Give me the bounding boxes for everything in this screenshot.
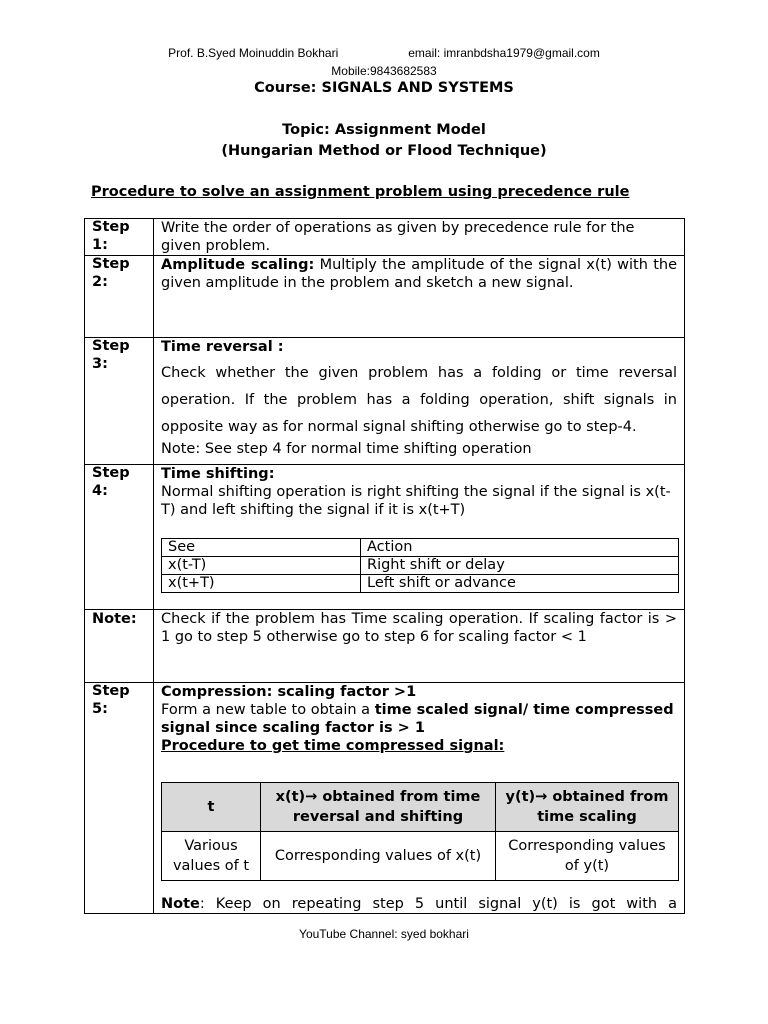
step-row <box>85 219 685 256</box>
step-heading: Amplitude scaling: <box>161 257 315 273</box>
step-text <box>154 465 685 610</box>
table-header: y(t)→ obtained from time scaling <box>496 783 679 832</box>
step-text <box>154 256 685 338</box>
step-row <box>85 610 685 683</box>
step-body <box>161 701 677 737</box>
table-cell: x(t+T) <box>162 575 361 593</box>
procedure-heading: Procedure to solve an assignment problem using precedence rule <box>91 184 630 200</box>
table-cell: Left shift or advance <box>361 575 679 593</box>
topic-title: Topic: Assignment Model <box>282 122 486 138</box>
step-note-body: : Keep on repeating step 5 until signal y(t) is got with a <box>199 896 677 912</box>
step-text: Write the order of operations as given by precedence rule for the given problem. <box>154 219 685 256</box>
step-body-emphasis: time scaled signal/ time compressed signal since scaling factor is > 1 <box>161 702 674 736</box>
table-row <box>162 783 679 832</box>
author-line <box>0 46 768 60</box>
author-email: email: imranbdsha1979@gmail.com <box>408 46 600 60</box>
step-heading: Compression: scaling factor >1 <box>161 684 417 700</box>
compression-table <box>161 782 679 881</box>
step-body-intro: Form a new table to obtain a <box>161 702 375 718</box>
table-row <box>162 575 679 593</box>
table-cell: Corresponding values of x(t) <box>261 832 496 881</box>
shift-table <box>161 538 679 593</box>
step-label: Step 3: <box>85 338 154 465</box>
table-header: t <box>162 783 261 832</box>
step-text: Check if the problem has Time scaling operation. If scaling factor is > 1 go to step 5 otherwise go to step 6 for scaling factor < 1 <box>154 610 685 683</box>
table-cell: Right shift or delay <box>361 557 679 575</box>
step-heading: Time reversal : <box>161 339 284 355</box>
step-text <box>154 683 685 914</box>
step-row <box>85 683 685 914</box>
table-header: Action <box>361 539 679 557</box>
table-header: See <box>162 539 361 557</box>
table-row <box>162 557 679 575</box>
step-label: Step 1: <box>85 219 154 256</box>
table-header: x(t)→ obtained from time reversal and shifting <box>261 783 496 832</box>
step-body: Normal shifting operation is right shifting the signal if the signal is x(t-T) and left shifting the signal if it is x(t+T) <box>161 484 671 518</box>
step-body: Multiply the amplitude of the signal x(t) with the given amplitude in the problem and sketch a new signal. <box>161 257 677 291</box>
table-row <box>162 832 679 881</box>
step-note-label: Note <box>161 896 200 912</box>
procedure-table <box>84 218 685 914</box>
step-row <box>85 338 685 465</box>
step-label: Step 4: <box>85 465 154 610</box>
step-label: Note: <box>85 610 154 683</box>
table-row <box>162 539 679 557</box>
course-title: Course: SIGNALS AND SYSTEMS <box>254 80 514 96</box>
procedure-subheading: Procedure to get time compressed signal: <box>161 738 505 754</box>
step-row <box>85 465 685 610</box>
step-note: Note: See step 4 for normal time shifting operation <box>161 441 532 457</box>
author-mobile: Mobile:9843682583 <box>331 64 437 78</box>
step-row <box>85 256 685 338</box>
step-body: Check whether the given problem has a folding or time reversal operation. If the problem has a folding operation, shift signals in opposite way as for normal signal shifting otherwise go to step-4. <box>161 365 677 435</box>
table-cell: x(t-T) <box>162 557 361 575</box>
author-name: Prof. B.Syed Moinuddin Bokhari <box>168 46 339 60</box>
step-text <box>154 338 685 465</box>
method-subtitle: (Hungarian Method or Flood Technique) <box>221 143 547 159</box>
table-cell: Various values of t <box>162 832 261 881</box>
step-label: Step 2: <box>85 256 154 338</box>
table-cell: Corresponding values of y(t) <box>496 832 679 881</box>
step-note <box>161 895 677 913</box>
footer-youtube: YouTube Channel: syed bokhari <box>299 927 469 941</box>
step-label: Step 5: <box>85 683 154 914</box>
step-heading: Time shifting: <box>161 466 275 482</box>
